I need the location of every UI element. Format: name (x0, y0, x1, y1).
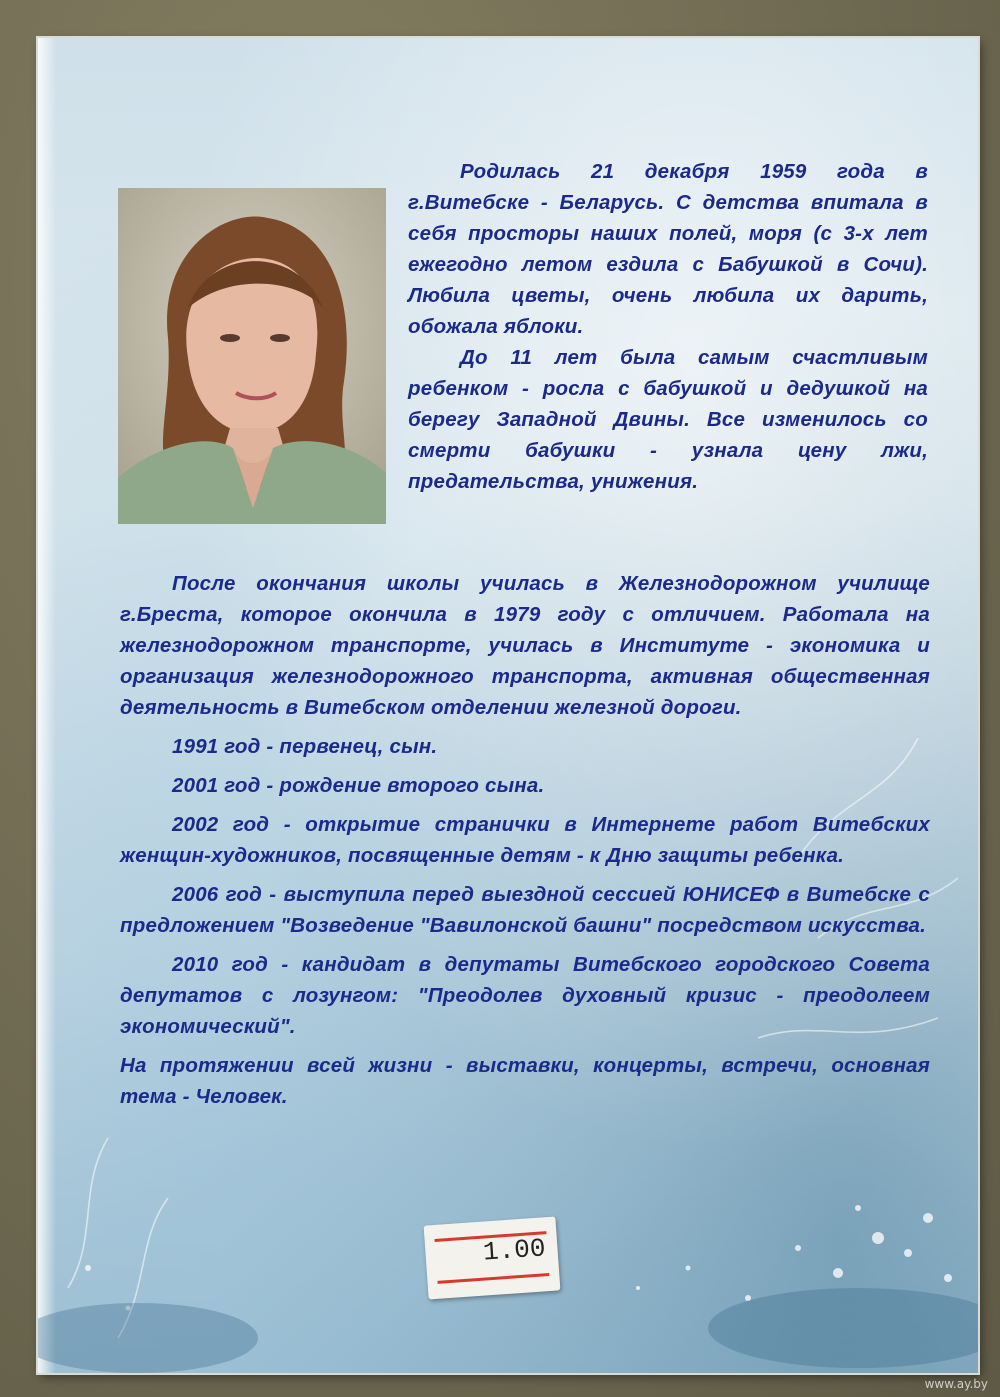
watermark: www.ay.by (924, 1377, 988, 1391)
bio-top-paragraph-2: До 11 лет была самым счастливым ребенком - росла с бабушкой и дедушкой на берегу Западной Двины. Все изменилось со смерти бабушки - узнала цену лжи, предательства, унижения. (408, 346, 928, 493)
bio-top-text (408, 156, 928, 497)
bio-summary: На протяжении всей жизни - выставки, концерты, встречи, основная тема - Человек. (120, 1054, 930, 1108)
bio-event-2001: 2001 год - рождение второго сына. (172, 774, 545, 797)
price-value: 1.00 (482, 1233, 547, 1268)
price-line-bottom (437, 1273, 549, 1284)
portrait-photo (118, 188, 386, 524)
bio-main-text (120, 568, 930, 1112)
bio-event-2010: 2010 год - кандидат в депутаты Витебского городского Совета депутатов с лозунгом: "Преодолев духовный кризис - преодолеем экономический". (120, 953, 930, 1038)
bio-event-1991: 1991 год - первенец, сын. (172, 735, 438, 758)
bio-event-2006: 2006 год - выступила перед выездной сессией ЮНИСЕФ в Витебске с предложением "Возведение "Вавилонской башни" посредством искусства. (120, 883, 930, 937)
portrait-icon (118, 188, 386, 524)
bio-main-paragraph-1: После окончания школы училась в Железнодорожном училище г.Бреста, которое окончила в 1979 году с отличием. Работала на железнодорожном транспорте, училась в Институте - экономика и организация железнодорожного транспорта, активная общественная деятельность в Витебском отделении железной дороги. (120, 572, 930, 719)
bio-top-paragraph-1: Родилась 21 декабря 1959 года в г.Витебске - Беларусь. С детства впитала в себя просторы наших полей, моря (с 3-х лет ежегодно летом ездила с Бабушкой в Сочи). Любила цветы, очень любила их дарить, обожала яблоки. (408, 160, 928, 338)
bio-event-2002: 2002 год - открытие странички в Интернете работ Витебских женщин-художников, посвященные детям - к Дню защиты ребенка. (120, 813, 930, 867)
book-back-cover (38, 38, 978, 1373)
price-sticker (424, 1216, 561, 1299)
